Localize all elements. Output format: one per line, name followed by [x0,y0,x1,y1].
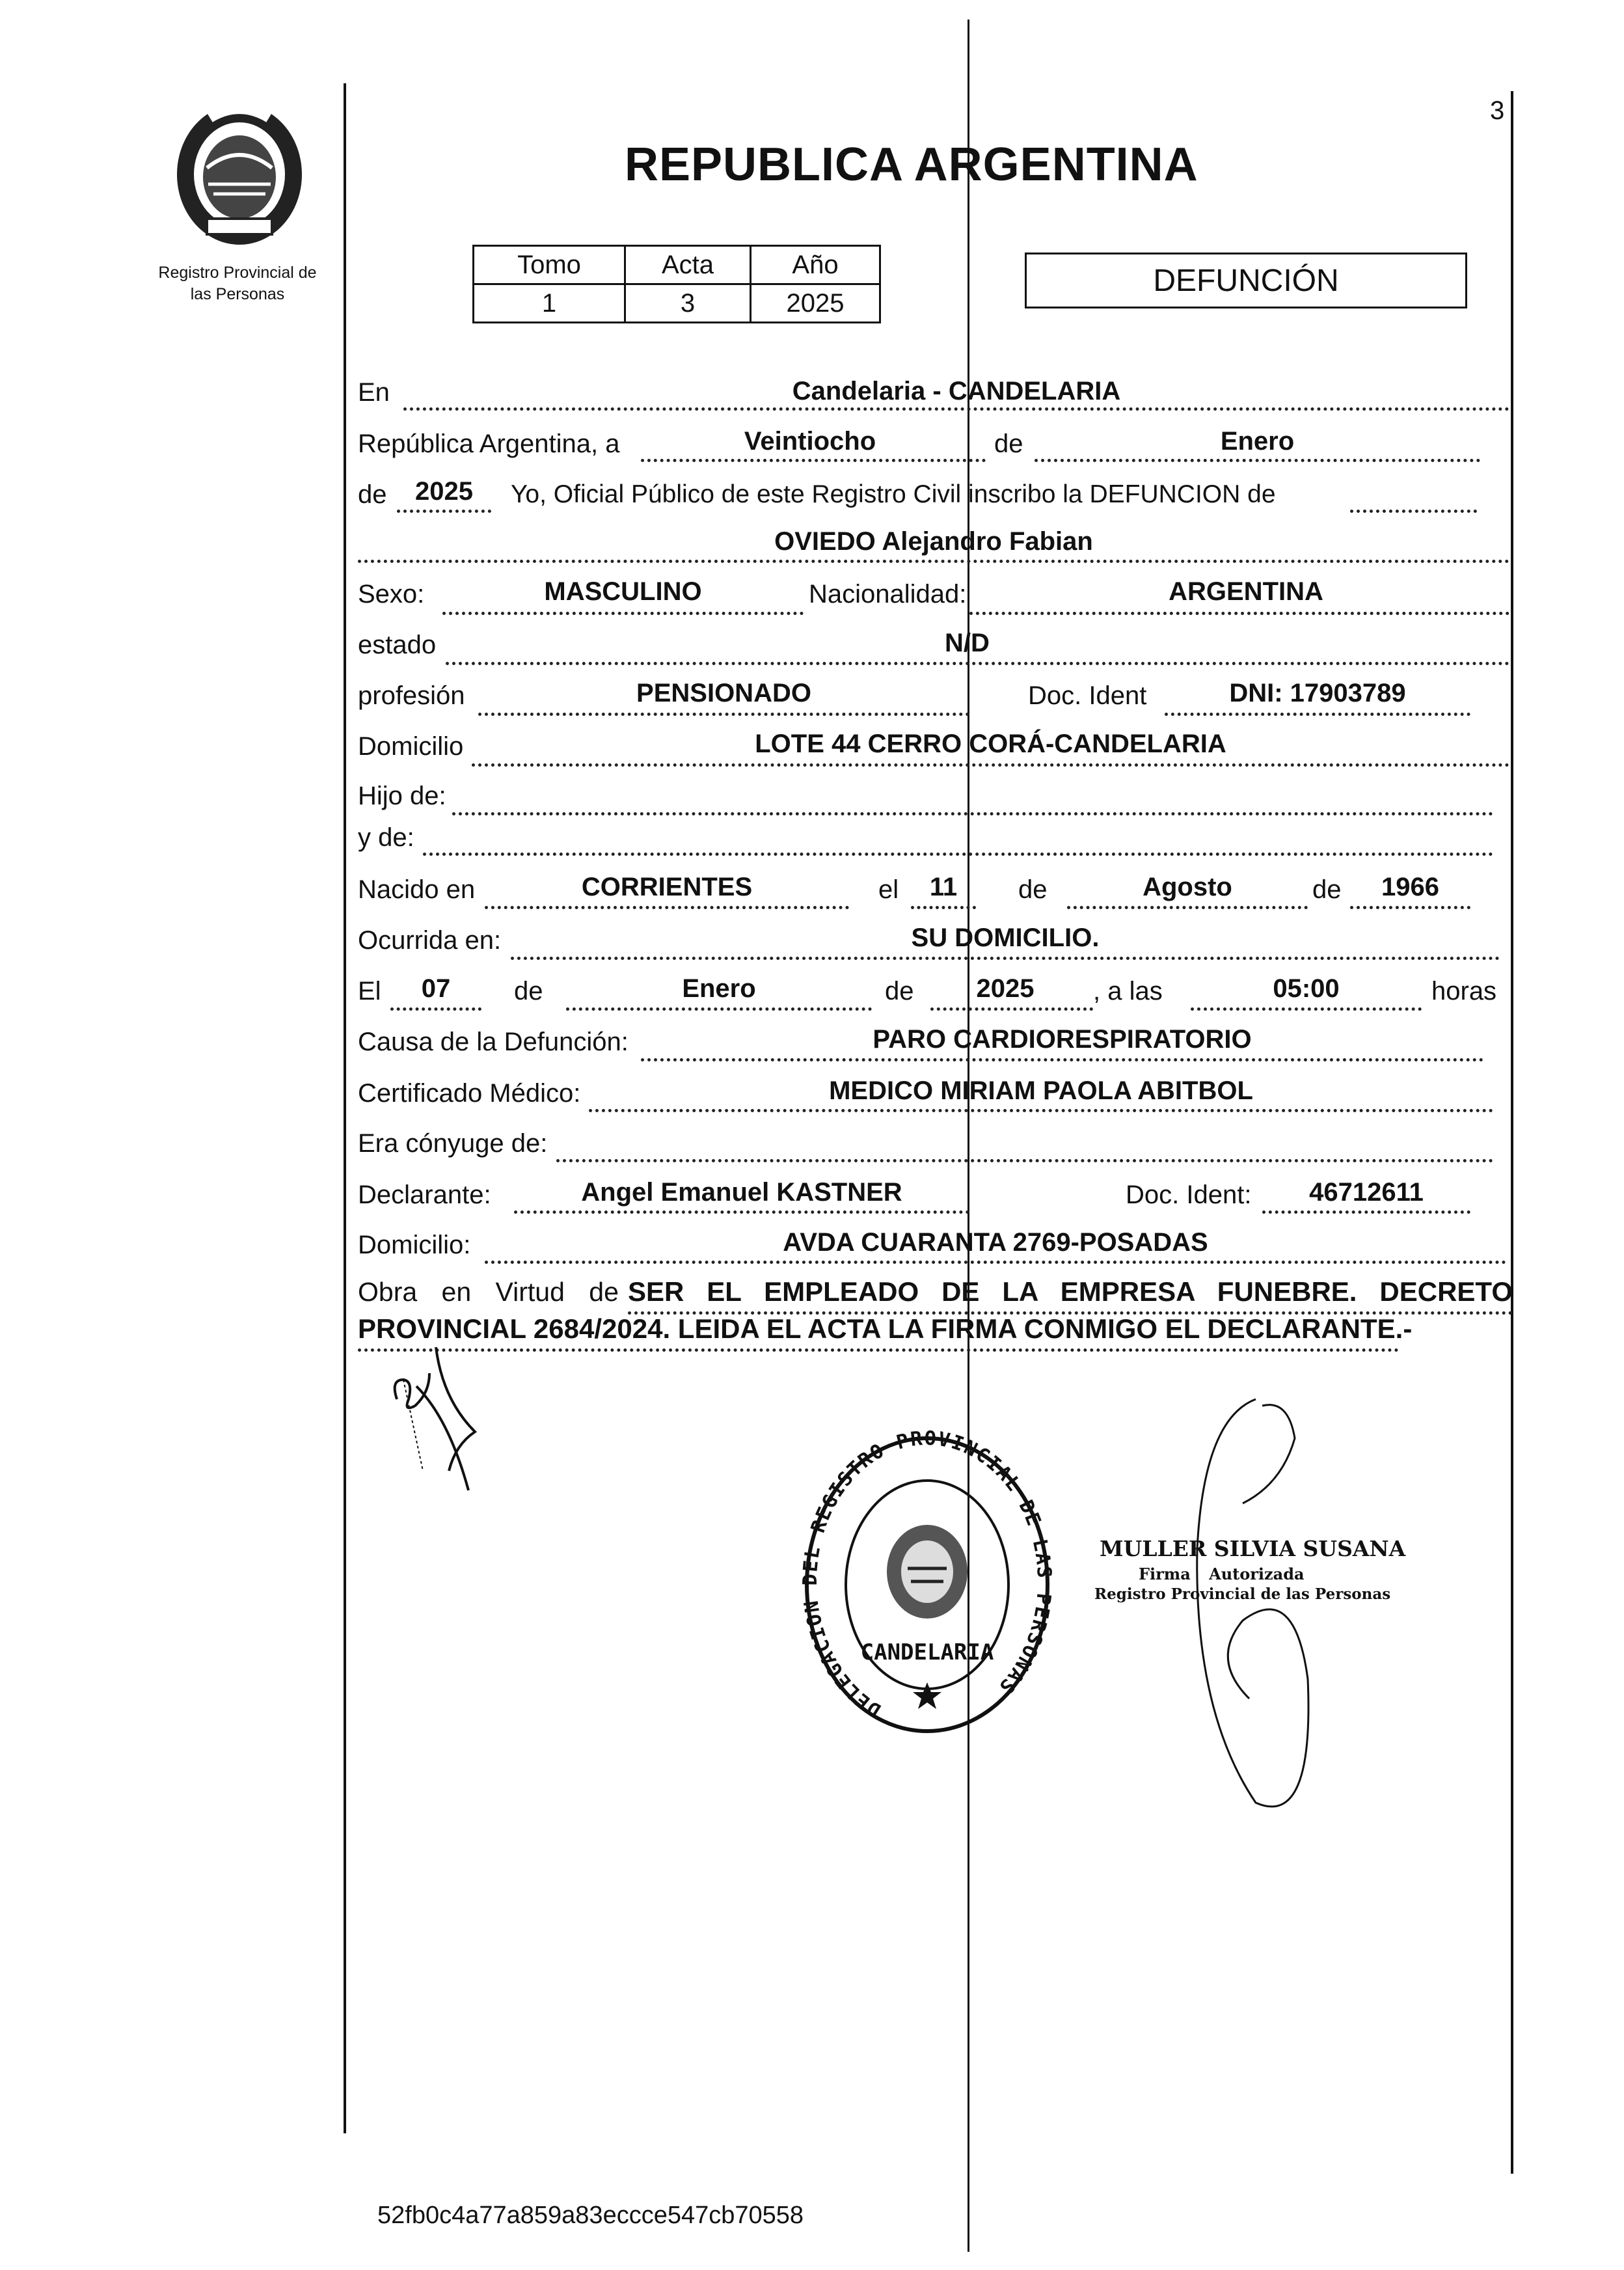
deceased-name: OVIEDO Alejandro Fabian [774,527,1093,556]
born-in-value: CORRIENTES [581,873,753,901]
declarant-dots [514,1210,969,1214]
birth-month-de-label: de [1018,875,1048,904]
birth-el-label: el [878,875,899,904]
occurred-dots [511,957,1500,960]
year-dots [397,510,491,513]
page-number: 3 [1490,96,1505,125]
month-dots [1035,459,1480,462]
meta-value-anio: 2025 [751,284,880,323]
nationality-value: ARGENTINA [1169,577,1323,606]
date-intro-label: República Argentina, a [358,430,620,458]
declarant-address-dots [485,1261,1506,1264]
profession-dots [478,713,969,716]
born-in-dots [485,906,849,909]
death-month-de-label: de [514,977,543,1005]
signatory-name: MULLER SILVIA SUSANA [1100,1536,1406,1561]
signatory-office: Registro Provincial de las Personas [1094,1585,1391,1603]
meta-header-tomo: Tomo [474,246,625,284]
child-of-label: Hijo de: [358,782,446,810]
nationality-label: Nacionalidad: [809,580,967,609]
death-day: 07 [421,974,451,1003]
record-meta-table [472,245,881,323]
declarant-doc-label: Doc. Ident: [1126,1181,1252,1209]
meta-value-acta: 3 [625,284,751,323]
certificate-dots [589,1109,1493,1112]
death-time-dots [1191,1007,1422,1011]
page-title: REPUBLICA ARGENTINA [625,139,1198,191]
doc-dots [1165,713,1470,716]
profession-value: PENSIONADO [636,679,811,707]
occurred-value: SU DOMICILIO. [911,923,1100,952]
occurred-label: Ocurrida en: [358,926,502,955]
meta-header-acta: Acta [625,246,751,284]
declarant-address-label: Domicilio: [358,1231,471,1259]
civil-status-dots [446,662,1509,665]
registry-name-line2: las Personas [190,285,285,303]
death-month: Enero [682,974,756,1003]
sex-dots [442,612,804,615]
death-year-de-label: de [885,977,914,1005]
birth-year-dots [1350,906,1470,909]
declarant-signature [377,1341,508,1497]
official-signature [1165,1386,1334,1842]
death-el-label: El [358,977,381,1005]
declarant-doc-dots [1262,1210,1470,1214]
sex-label: Sexo: [358,580,425,609]
born-in-label: Nacido en [358,875,476,904]
meta-value-tomo: 1 [474,284,625,323]
child-of-dots [452,812,1493,815]
death-day-dots [390,1007,481,1011]
declarant-address-value: AVDA CUARANTA 2769-POSADAS [783,1228,1208,1257]
profession-label: profesión [358,681,465,710]
civil-status-value: N/D [945,629,990,657]
name-dots [358,560,1509,563]
spouse-label: Era cónyuge de: [358,1129,548,1158]
death-year: 2025 [976,974,1035,1003]
official-statement: Yo, Oficial Público de este Registro Civil inscribo la DEFUNCION de [511,480,1276,508]
cause-label: Causa de la Defunción: [358,1028,629,1056]
birth-year: 1966 [1381,873,1439,901]
right-margin-line [1511,91,1513,2174]
declarant-label: Declarante: [358,1181,491,1209]
day-dots [641,459,986,462]
registry-name-line1: Registro Provincial de [158,264,317,282]
month-value: Enero [1220,427,1295,456]
year-de-label: de [358,480,387,509]
stamp-inner-text: CANDELARIA [860,1639,994,1665]
certificate-label: Certificado Médico: [358,1079,581,1108]
death-year-dots [930,1007,1093,1011]
meta-header-anio: Año [751,246,880,284]
declarant-doc-value: 46712611 [1309,1178,1424,1207]
document-hash: 52fb0c4a77a859a83eccce547cb70558 [377,2202,804,2229]
civil-status-label: estado [358,631,437,659]
at-label: , a las [1093,977,1163,1005]
registry-stamp [797,1427,1057,1744]
nationality-dots [969,612,1509,615]
day-words: Veintiocho [744,427,876,456]
address-value: LOTE 44 CERRO CORÁ-CANDELARIA [755,730,1226,758]
virtue-text-line1: SER EL EMPLEADO DE LA EMPRESA FUNEBRE. DECRETO [628,1272,1513,1315]
sex-value: MASCULINO [544,577,702,606]
provincial-seal-emblem [168,96,311,253]
doc-label: Doc. Ident [1028,681,1147,710]
place-label: En [358,378,390,407]
hours-label: horas [1431,977,1497,1005]
birth-day: 11 [929,873,958,901]
birth-month-dots [1067,906,1308,909]
virtue-label: Obra en Virtud de [358,1277,619,1307]
death-time: 05:00 [1273,974,1340,1003]
cause-dots [641,1058,1483,1061]
and-of-dots [423,853,1493,856]
place-dots [403,407,1509,411]
birth-month: Agosto [1143,873,1232,901]
month-de-label: de [994,430,1023,458]
death-month-dots [566,1007,872,1011]
birth-day-dots [911,906,976,909]
address-label: Domicilio [358,732,464,761]
address-dots [472,763,1509,767]
left-margin-line [344,83,346,2133]
spouse-dots [556,1159,1493,1162]
center-fold-line [968,20,969,2252]
declarant-value: Angel Emanuel KASTNER [581,1178,902,1207]
certificate-value: MEDICO MIRIAM PAOLA ABITBOL [829,1076,1253,1105]
and-of-label: y de: [358,823,414,852]
virtue-text-line2: PROVINCIAL 2684/2024. LEIDA EL ACTA LA FIRMA CONMIGO EL DECLARANTE.- [358,1309,1399,1352]
birth-year-de-label: de [1312,875,1342,904]
place-value: Candelaria - CANDELARIA [792,377,1121,405]
doc-value: DNI: 17903789 [1229,679,1406,707]
signatory-role: Firma Autorizada [1139,1565,1305,1583]
record-type-box: DEFUNCIÓN [1025,253,1467,308]
official-tail-dots [1350,510,1477,513]
year-value: 2025 [415,477,473,506]
stamp-ring-text: DELEGACION DEL REGISTRO PROVINCIAL DE LAS PERSONAS [798,1427,1056,1722]
cause-value: PARO CARDIORESPIRATORIO [873,1025,1252,1054]
